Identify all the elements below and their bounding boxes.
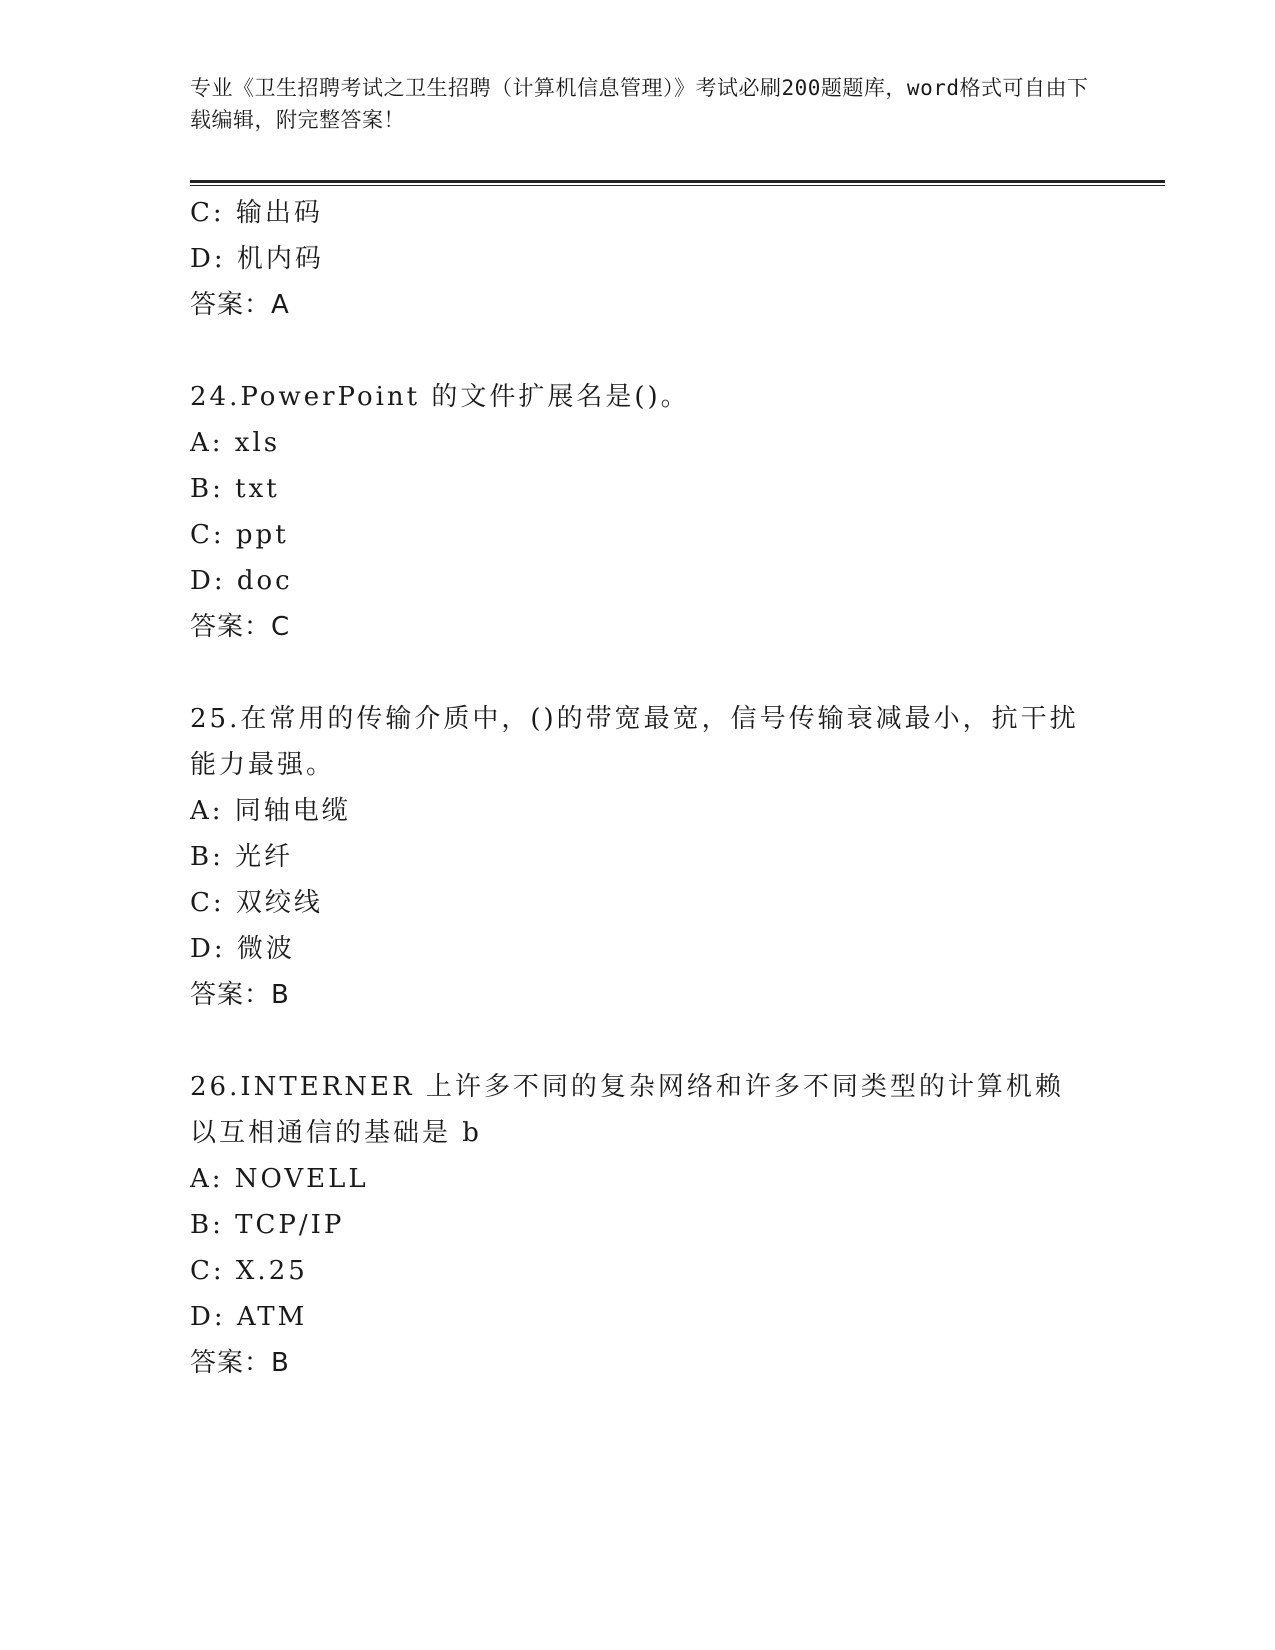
option-c: C: 双绞线 <box>190 888 323 918</box>
option-d: D: ATM <box>190 1302 308 1332</box>
spacer <box>190 650 1090 696</box>
option-a: A: xls <box>190 428 281 458</box>
option-d: D: 微波 <box>190 934 295 964</box>
question-25 <box>190 696 1090 1018</box>
question-content <box>190 190 1090 1386</box>
option-a: A: 同轴电缆 <box>190 796 351 826</box>
answer-line: 答案：B <box>190 1348 290 1378</box>
question-26 <box>190 1064 1090 1386</box>
spacer <box>190 328 1090 374</box>
question-stem: 25.在常用的传输介质中，()的带宽最宽，信号传输衰减最小，抗干扰能力最强。 <box>190 704 1079 780</box>
option-b: B: 光纤 <box>190 842 294 872</box>
partial-question <box>190 190 1090 328</box>
spacer <box>190 1018 1090 1064</box>
header-divider-thick <box>190 180 1165 183</box>
option-a: A: NOVELL <box>190 1164 369 1194</box>
option-b: B: TCP/IP <box>190 1210 345 1240</box>
document-header: 专业《卫生招聘考试之卫生招聘（计算机信息管理）》考试必刷200题题库，word格式可自由下载编辑，附完整答案！ <box>190 76 1089 132</box>
question-stem: 24.PowerPoint 的文件扩展名是()。 <box>190 382 690 412</box>
question-stem: 26.INTERNER 上许多不同的复杂网络和许多不同类型的计算机赖以互相通信的基础是 b <box>190 1072 1064 1148</box>
question-24 <box>190 374 1090 650</box>
option-c: C: 输出码 <box>190 198 323 228</box>
option-d: D: doc <box>190 566 293 596</box>
answer-line: 答案：A <box>190 290 290 320</box>
answer-line: 答案：C <box>190 612 291 642</box>
option-d: D: 机内码 <box>190 244 324 274</box>
header-divider-thin <box>190 185 1165 186</box>
option-b: B: txt <box>190 474 280 504</box>
option-c: C: X.25 <box>190 1256 308 1286</box>
option-c: C: ppt <box>190 520 289 550</box>
answer-line: 答案：B <box>190 980 290 1010</box>
